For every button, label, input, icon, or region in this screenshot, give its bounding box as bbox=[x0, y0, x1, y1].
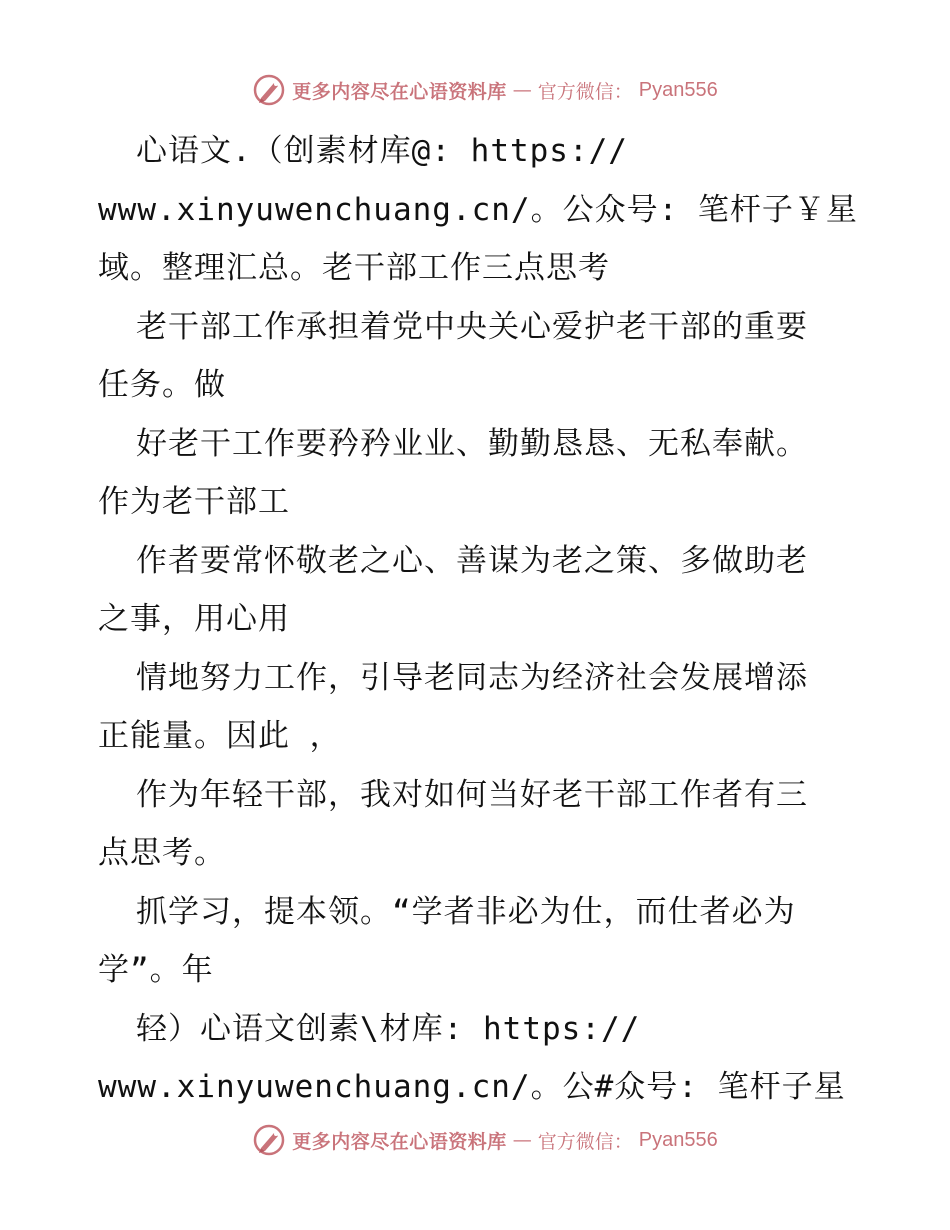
document-body bbox=[98, 122, 858, 1117]
text-line: 老干部工作承担着党中央关心爱护老干部的重要 bbox=[136, 308, 808, 345]
banner-wechat-label: 官方微信： bbox=[537, 80, 633, 103]
text-line: 好老干工作要矜矜业业、勤勤恳恳、无私奉献。 bbox=[136, 425, 808, 462]
text-line: 学”。年 bbox=[98, 952, 214, 988]
banner-wechat-account: Pyan556 bbox=[638, 1128, 718, 1151]
text-line: 作者要常怀敬老之心、善谋为老之策、多做助老 bbox=[136, 542, 808, 579]
banner-separator: — bbox=[512, 1129, 532, 1151]
banner-wechat-label: 官方微信： bbox=[537, 1130, 633, 1153]
text-line: 心语文.（创素材库@: https:// bbox=[136, 133, 628, 169]
text-line: www.xinyuwenchuang.cn/。公众号: 笔杆子￥星 bbox=[98, 191, 858, 228]
text-line: 作为年轻干部，我对如何当好老干部工作者有三 bbox=[136, 776, 808, 813]
pen-logo-icon bbox=[252, 1123, 286, 1157]
text-line: www.xinyuwenchuang.cn/。公#众号: 笔杆子星 bbox=[98, 1069, 846, 1105]
pen-logo-icon bbox=[252, 73, 286, 107]
text-line: 轻）心语文创素\材库: https:// bbox=[136, 1010, 641, 1047]
footer-banner-inner bbox=[252, 1123, 718, 1157]
banner-main-text: 更多内容尽在心语资料库 bbox=[292, 1130, 507, 1153]
banner-main-text: 更多内容尽在心语资料库 bbox=[292, 80, 507, 103]
banner-wechat-account: Pyan556 bbox=[638, 78, 718, 101]
text-line: 之事，用心用 bbox=[98, 601, 290, 637]
text-line: 点思考。 bbox=[98, 835, 226, 871]
text-line: 任务。做 bbox=[98, 367, 226, 403]
text-line: 正能量。因此 ， bbox=[98, 718, 342, 754]
header-banner-inner bbox=[252, 73, 718, 107]
text-line: 情地努力工作，引导老同志为经济社会发展增添 bbox=[136, 659, 808, 696]
text-line: 域。整理汇总。老干部工作三点思考 bbox=[98, 250, 610, 286]
header-banner bbox=[0, 70, 950, 110]
banner-separator: — bbox=[512, 79, 532, 101]
footer-banner bbox=[0, 1120, 950, 1160]
text-line: 作为老干部工 bbox=[98, 484, 290, 520]
text-line: 抓学习，提本领。“学者非必为仕，而仕者必为 bbox=[136, 893, 796, 930]
